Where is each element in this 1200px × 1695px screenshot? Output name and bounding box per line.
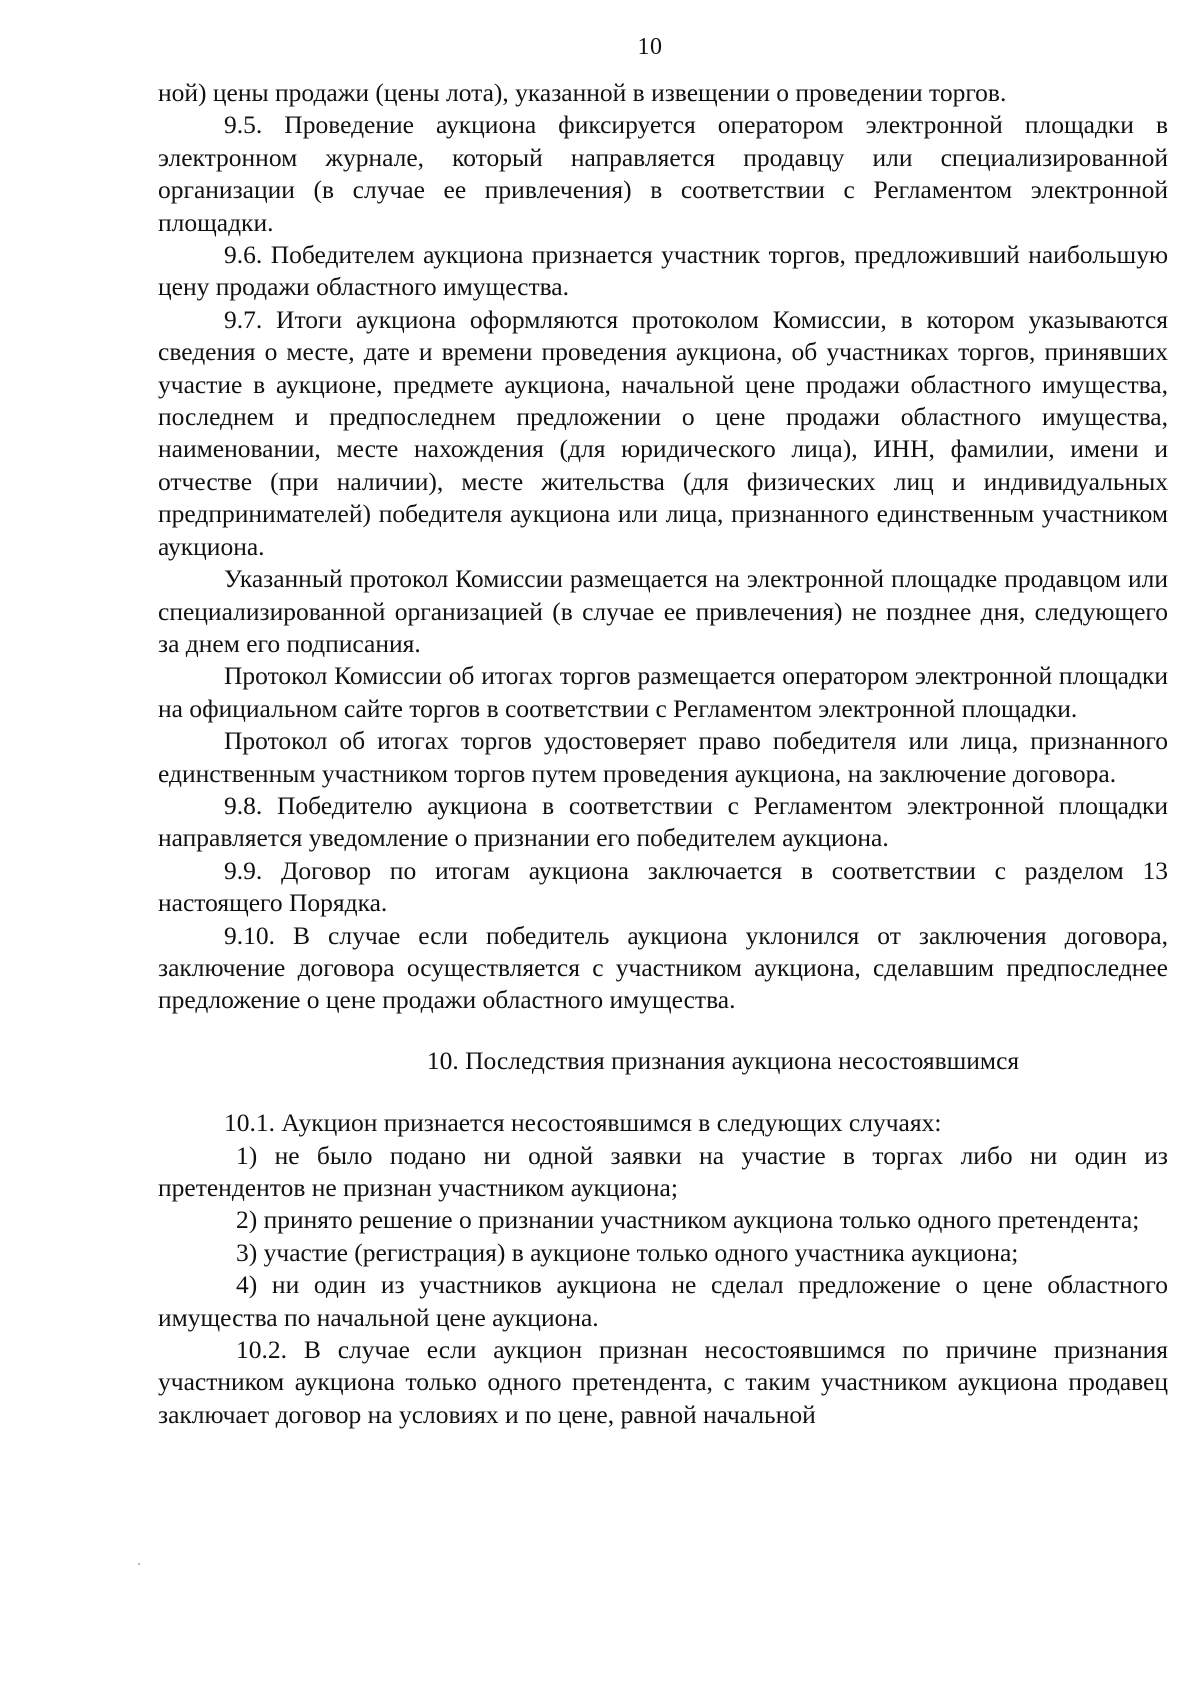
paragraph-9-5: 9.5. Проведение аукциона фиксируется оператором электронной площадки в электронном журнале, который направляется продавцу или специализированной организации (в случае ее привлечения) в соответствии с Регламентом электронной площадки. bbox=[158, 110, 1168, 237]
paragraph-9-8: 9.8. Победителю аукциона в соответствии с Регламентом электронной площадки направляется уведомление о признании его победителем аукциона. bbox=[158, 790, 1168, 853]
paragraph-protocol-posting: Указанный протокол Комиссии размещается на электронной площадке продавцом или специализированной организацией (в случае ее привлечения) не позднее дня, следующего за днем его подписания. bbox=[158, 564, 1168, 658]
scan-speck bbox=[138, 1563, 140, 1565]
paragraph-9-9: 9.9. Договор по итогам аукциона заключается в соответствии с разделом 13 настоящего Порядка. bbox=[158, 855, 1168, 918]
document-body bbox=[158, 77, 1168, 1431]
list-item-4: 4) ни один из участников аукциона не сделал предложение о цене областного имущества по начальной цене аукциона. bbox=[158, 1270, 1168, 1332]
paragraph-continuation: ной) цены продажи (цены лота), указанной в извещении о проведении торгов. bbox=[158, 78, 1007, 107]
paragraph-9-7: 9.7. Итоги аукциона оформляются протоколом Комиссии, в котором указываются сведения о месте, дате и времени проведения аукциона, об участниках торгов, принявших участие в аукционе, предмете аукциона, начальной цене продажи областного имущества, последнем и предпоследнем предложении о цене продажи областного имущества, наименовании, месте нахождения (для юридического лица), ИНН, фамилии, имени и отчестве (при наличии), месте жительства (для физических лиц и индивидуальных предпринимателей) победителя аукциона или лица, признанного единственным участником аукциона. bbox=[158, 304, 1168, 561]
page-number: 10 bbox=[637, 34, 663, 60]
paragraph-10-2: 10.2. В случае если аукцион признан несостоявшимся по причине признания участником аукциона только одного претендента, с таким участником аукциона продавец заключает договор на условиях и по цене, равной начальной bbox=[158, 1335, 1168, 1429]
list-item-2: 2) принято решение о признании участником аукциона только одного претендента; bbox=[236, 1205, 1140, 1235]
paragraph-protocol-official-site: Протокол Комиссии об итогах торгов размещается оператором электронной площадки на официальном сайте торгов в соответствии с Регламентом электронной площадки. bbox=[158, 661, 1168, 723]
paragraph-10-1: 10.1. Аукцион признается несостоявшимся в следующих случаях: bbox=[224, 1108, 942, 1138]
section-heading-10: 10. Последствия признания аукциона несостоявшимся bbox=[426, 1045, 1020, 1075]
paragraph-9-6: 9.6. Победителем аукциона признается участник торгов, предложивший наибольшую цену продажи областного имущества. bbox=[158, 240, 1168, 302]
paragraph-protocol-right: Протокол об итогах торгов удостоверяет право победителя или лица, признанного единственным участником торгов путем проведения аукциона, на заключение договора. bbox=[158, 726, 1168, 788]
list-item-1: 1) не было подано ни одной заявки на участие в торгах либо ни один из претендентов не признан участником аукциона; bbox=[158, 1140, 1168, 1202]
list-item-3: 3) участие (регистрация) в аукционе только одного участника аукциона; bbox=[236, 1237, 1019, 1267]
paragraph-9-10: 9.10. В случае если победитель аукциона уклонился от заключения договора, заключение договора осуществляется с участником аукциона, сделавшим предпоследнее предложение о цене продажи областного имущества. bbox=[158, 920, 1168, 1015]
